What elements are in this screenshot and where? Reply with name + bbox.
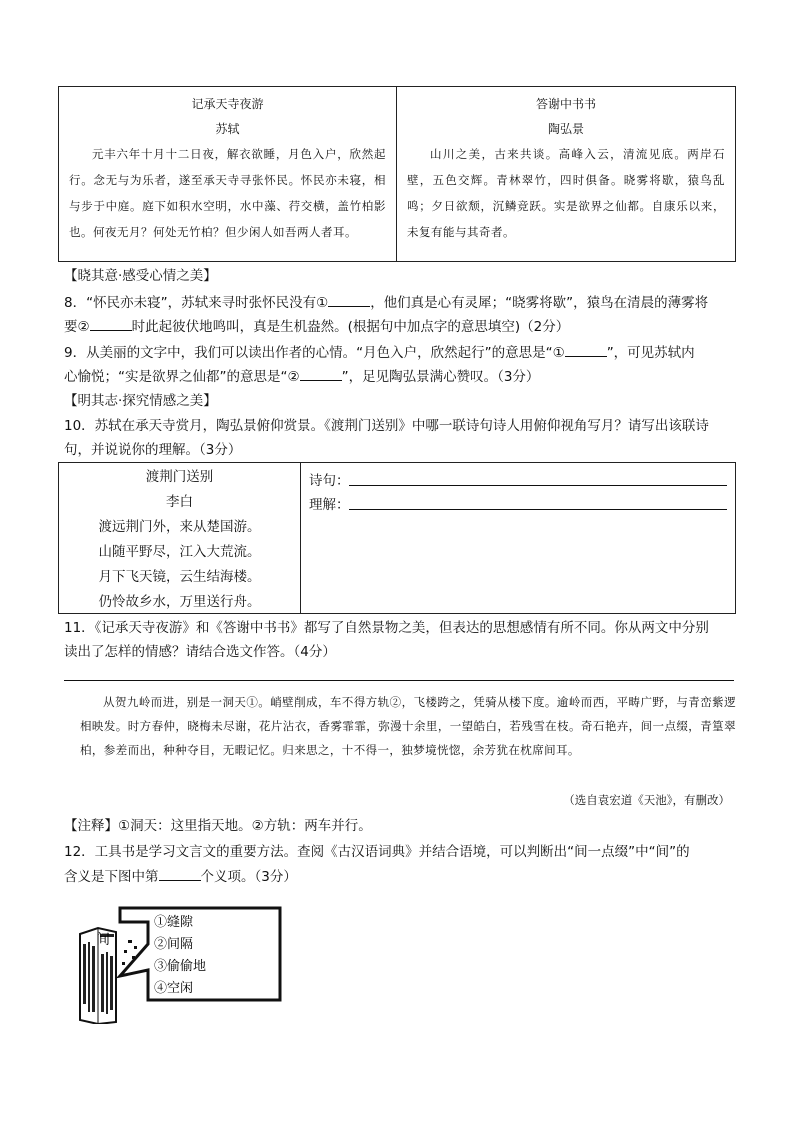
poem-cell — [59, 463, 301, 613]
q9-blank-2[interactable] — [300, 366, 342, 381]
q9-blank-1[interactable] — [565, 342, 607, 357]
dictionary-book-icon — [76, 904, 286, 1024]
q10-line1: 10．苏轼在承天寺赏月，陶弘景俯仰赏景。《渡荆门送别》中哪一联诗句诗人用俯仰视角写月？请写出该联诗 — [64, 418, 709, 434]
left-text-title: 记承天寺夜游 — [191, 97, 264, 111]
dictionary-illustration — [76, 904, 286, 1024]
q8-line2 — [64, 316, 744, 337]
dict-sense: ②间隔 — [154, 937, 194, 952]
q9-text-b: ”，可见苏轼内 — [606, 345, 695, 361]
q9-text-d: ”，足见陶弘景满心赞叹。（3分） — [341, 369, 540, 385]
q8-text-b: ，他们真是心有灵犀；“晓雾将歇”，猿鸟在清晨的薄雾将 — [370, 295, 709, 311]
classical-passage: 从贺九岭而进，别是一洞天①。峭壁削成，车不得方轨②，飞楼跨之，凭骑从楼下度。逾岭而西，平畴广野，与青峦紫逻相映发。时方春仲，晓梅未尽谢，花片沾衣，香雾霏霏，弥漫十余里，一望皓白，若残雪在枝。奇石艳卉，间一点缀，青篁翠柏，参差而出，种种夺目，无暇记忆。归来思之，十不得一，独梦境恍惚，余芳犹在枕席间耳。 — [80, 695, 736, 757]
q9-text-c: 心愉悦；“实是欲界之仙都”的意思是“② — [64, 369, 300, 385]
section-heading-1: 【晓其意·感受心情之美】 — [64, 268, 217, 284]
q12-text-a: 含义是下图中第 — [64, 869, 159, 885]
answer-cell — [301, 463, 737, 613]
right-text-cell — [397, 87, 735, 261]
q8-line1 — [64, 292, 744, 313]
dict-sense: ①缝隙 — [154, 915, 194, 930]
answer-line[interactable] — [64, 680, 734, 681]
q9-text-a: 9．从美丽的文字中，我们可以读出作者的心情。“月色入户，欣然起行”的意思是“① — [64, 345, 565, 361]
passage-source: （选自袁宏道《天池》，有删改） — [563, 793, 730, 807]
poem-line: 渡远荆门外，来从楚国游。 — [98, 519, 261, 535]
poem-answer-table — [58, 462, 736, 614]
dict-sense: ③偷偷地 — [154, 959, 207, 974]
poem-line: 仍怜故乡水，万里送行舟。 — [98, 594, 261, 610]
right-text-author: 陶弘景 — [547, 122, 584, 136]
q8-text-c: 要② — [64, 319, 90, 335]
q12-line1: 12．工具书是学习文言文的重要方法。查阅《古汉语词典》并结合语境，可以判断出“间一点缀”中“间”的 — [64, 844, 690, 860]
poem-line: 月下飞天镜，云生结海楼。 — [98, 569, 261, 585]
q8-text-a: 8．“怀民亦未寝”，苏轼来寻时张怀民没有① — [64, 295, 329, 311]
right-text-body: 山川之美，古来共谈。高峰入云，清流见底。两岸石壁，五色交辉。青林翠竹，四时俱备。晓雾将歇，猿鸟乱鸣；夕日欲颓，沉鳞竞跃。实是欲界之仙都。自康乐以来，未复有能与其奇者。 — [407, 147, 725, 239]
q11-line1: 11．《记承天寺夜游》和《答谢中书书》都写了自然景物之美，但表达的思想感情有所不同。你从两文中分别 — [64, 620, 709, 636]
q8-blank-1[interactable] — [328, 292, 370, 307]
dict-headword: 间 — [96, 932, 110, 948]
left-text-body: 元丰六年十月十二日夜，解衣欲睡，月色入户，欣然起行。念无与为乐者，遂至承天寺寻张怀民。怀民亦未寝，相与步于中庭。庭下如积水空明，水中藻、荇交横，盖竹柏影也。何夜无月？何处无竹柏？但少闲人如吾两人者耳。 — [69, 147, 386, 239]
q12-line2 — [64, 866, 744, 887]
q9-line2 — [64, 366, 744, 387]
comparison-table — [58, 86, 736, 262]
poem-author: 李白 — [166, 494, 193, 510]
understand-answer-line[interactable] — [349, 495, 727, 510]
left-text-author: 苏轼 — [215, 122, 240, 136]
q9-line1 — [64, 342, 744, 363]
poem-answer-line[interactable] — [349, 471, 727, 486]
q10-line2: 句，并说说你的理解。（3分） — [64, 442, 242, 458]
dict-sense: ④空闲 — [154, 981, 194, 996]
understand-label: 理解： — [309, 497, 350, 513]
left-text-cell — [59, 87, 397, 261]
q12-text-b: 个义项。（3分） — [200, 869, 297, 885]
q11-line2: 读出了怎样的情感？请结合选文作答。（4分） — [64, 644, 336, 660]
section-heading-2: 【明其志·探究情感之美】 — [64, 393, 217, 409]
q8-text-d: 时此起彼伏地鸣叫，真是生机盎然。(根据句中加点字的意思填空)（2分） — [131, 319, 570, 335]
q12-blank[interactable] — [159, 866, 201, 881]
q8-blank-2[interactable] — [90, 316, 132, 331]
annotation-note: 【注释】①洞天：这里指天地。②方轨：两车并行。 — [64, 818, 372, 834]
poem-title: 渡荆门送别 — [145, 469, 214, 485]
right-text-title: 答谢中书书 — [535, 97, 596, 111]
poem-answer-label: 诗句： — [309, 473, 350, 489]
poem-line: 山随平野尽，江入大荒流。 — [98, 544, 261, 560]
